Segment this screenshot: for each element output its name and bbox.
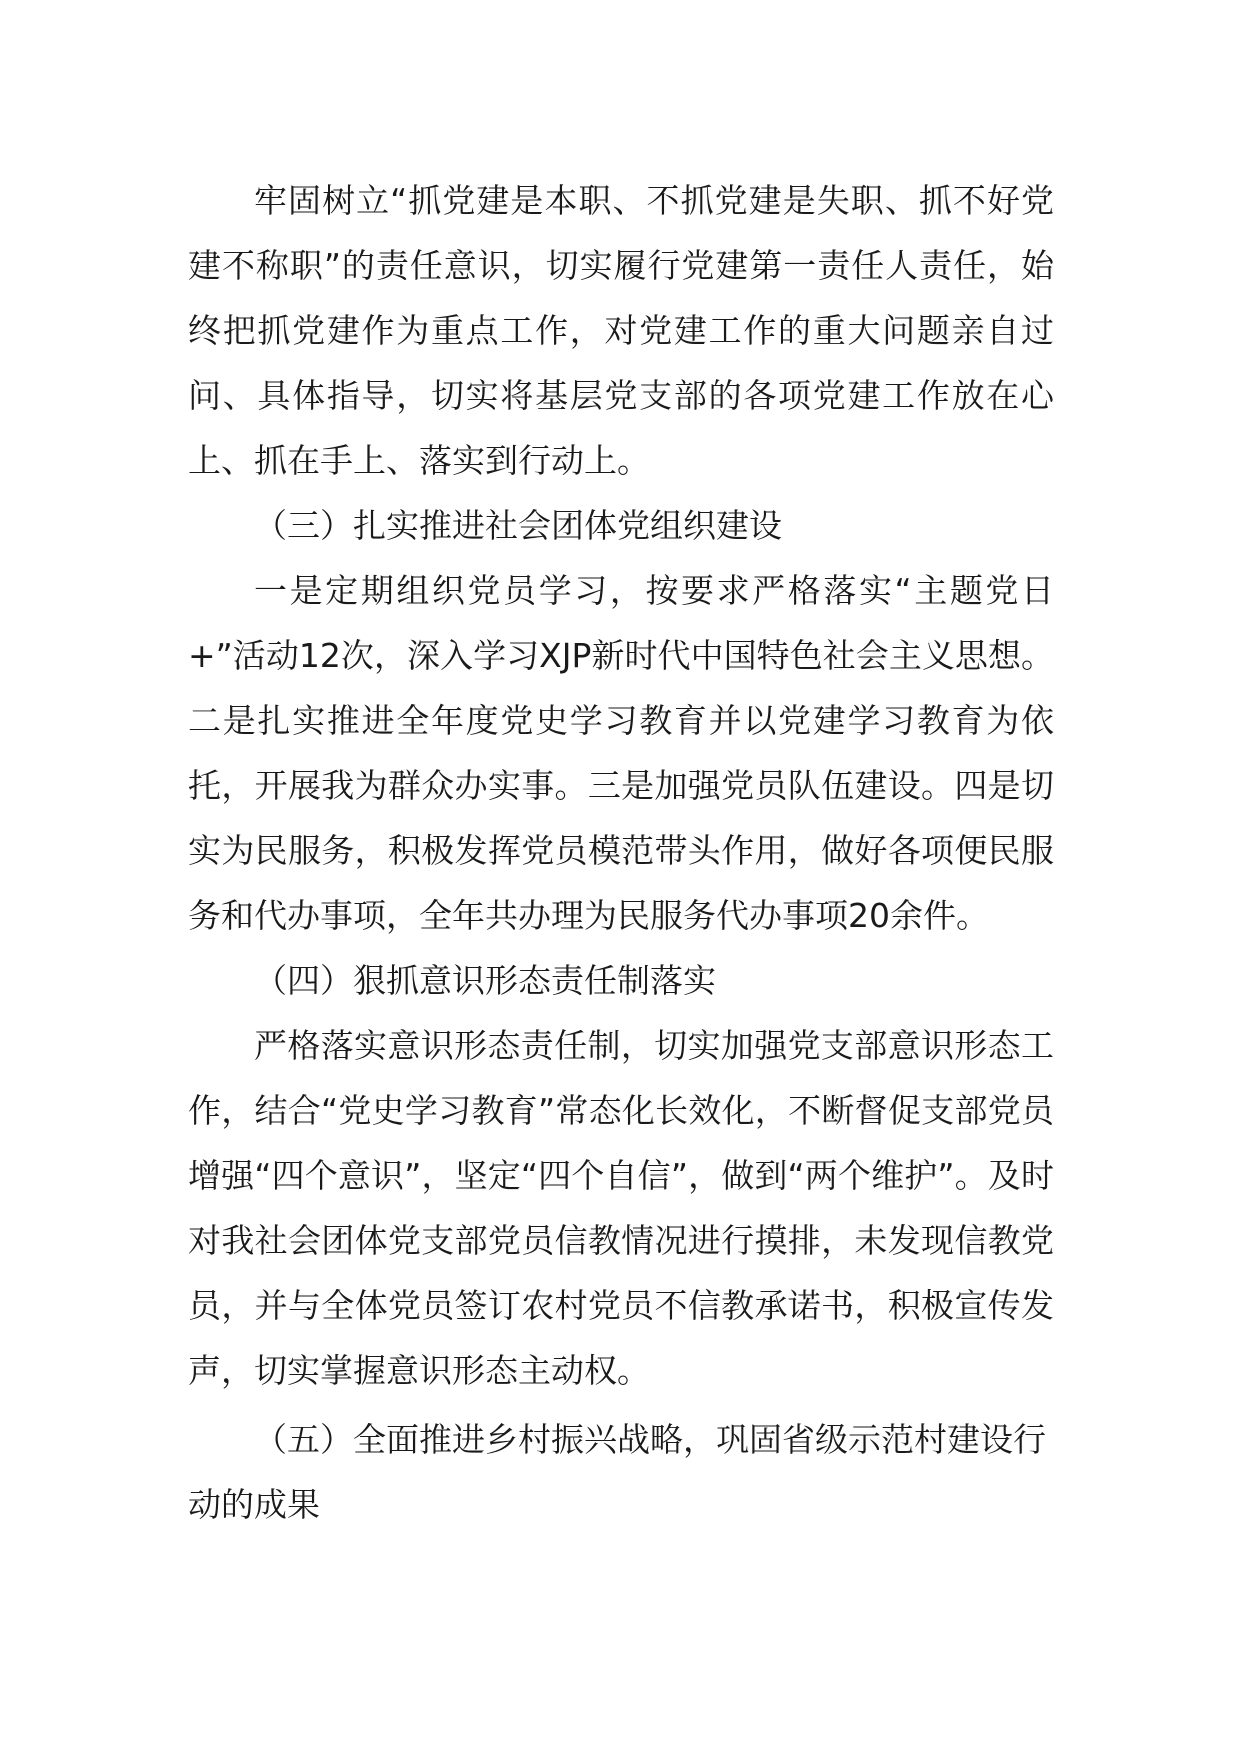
paragraph-party-building-responsibility: 牢固树立“抓党建是本职、不抓党建是失职、抓不好党建不称职”的责任意识，切实履行党建第一责任人责任，始终把抓党建作为重点工作，对党建工作的重大问题亲自过问、具体指导，切实将基层党支部的各项党建工作放在心上、抓在手上、落实到行动上。 (188, 181, 1054, 480)
section-heading-4: （四）狠抓意识形态责任制落实 (254, 961, 716, 1000)
section-heading-3: （三）扎实推进社会团体党组织建设 (254, 506, 782, 545)
paragraph-party-organization-building: 一是定期组织党员学习，按要求严格落实“主题党日+”活动12次，深入学习XJP新时代中国特色社会主义思想。二是扎实推进全年度党史学习教育并以党建学习教育为依托，开展我为群众办实事。三是加强党员队伍建设。四是切实为民服务，积极发挥党员模范带头作用，做好各项便民服务和代办事项，全年共办理为民服务代办事项20余件。 (188, 571, 1054, 935)
document-page (188, 168, 1054, 1537)
section-heading-5: （五）全面推进乡村振兴战略，巩固省级示范村建设行动的成果 (188, 1420, 1046, 1524)
paragraph-ideology-responsibility: 严格落实意识形态责任制，切实加强党支部意识形态工作，结合“党史学习教育”常态化长效化，不断督促支部党员增强“四个意识”，坚定“四个自信”，做到“两个维护”。及时对我社会团体党支部党员信教情况进行摸排，未发现信教党员，并与全体党员签订农村党员不信教承诺书，积极宣传发声，切实掌握意识形态主动权。 (188, 1026, 1054, 1390)
